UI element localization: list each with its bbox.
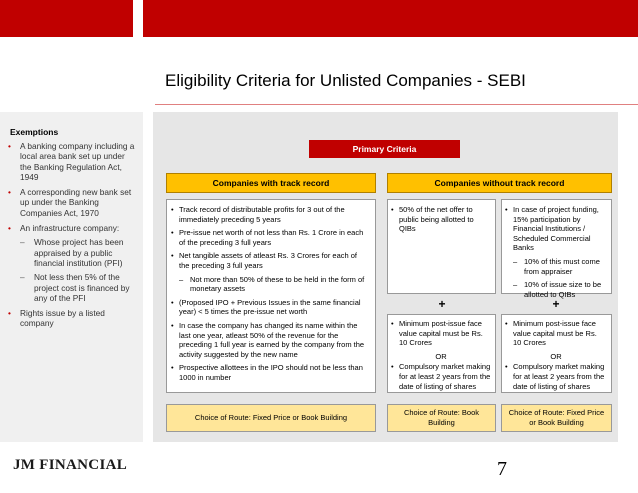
list-item — [391, 319, 491, 348]
list-sub-item — [8, 272, 138, 303]
bullet-icon: • — [505, 205, 508, 214]
choice-route-track-record: Choice of Route: Fixed Price or Book Building — [166, 404, 376, 432]
title-divider — [155, 104, 638, 105]
criteria-text: 50% of the net offer to public being allotted to QIBs — [399, 205, 474, 234]
plus-icon: + — [552, 297, 560, 311]
list-item — [8, 187, 138, 218]
bullet-icon: • — [8, 141, 11, 151]
header-bar-left — [0, 0, 133, 37]
no-track-record-header: Companies without track record — [387, 173, 612, 193]
bullet-icon: • — [8, 223, 11, 234]
criteria-text: 10% of this must come from appraiser — [524, 256, 600, 276]
bullet-icon: • — [8, 308, 11, 319]
list-item — [8, 141, 138, 182]
exemption-text: An infrastructure company: — [20, 223, 120, 234]
criteria-text: Pre-issue net worth of not less than Rs. 1 Crore in each of the preceding 3 full years — [179, 228, 364, 247]
plus-icon: + — [438, 297, 446, 311]
criteria-text: In case of project funding, 15% participation by Financial Institutions / Scheduled Commercial Banks — [513, 205, 599, 253]
criteria-text: Net tangible assets of atleast Rs. 3 Crores for each of the preceding 3 full years — [179, 251, 358, 270]
choice-route-book-building: Choice of Route: Book Building — [387, 404, 496, 432]
list-item — [171, 205, 369, 224]
bullet-icon: • — [171, 363, 174, 373]
exemption-text: A banking company including a local area bank set up under the Banking Regulation Act, 1949 — [20, 141, 135, 182]
dash-icon: – — [513, 280, 518, 290]
page-title: Eligibility Criteria for Unlisted Companies - SEBI — [165, 71, 526, 90]
criteria-text: Minimum post-issue face value capital must be Rs. 10 Crores — [513, 319, 597, 348]
criteria-text: (Proposed IPO + Previous Issues in the same financial year) < 5 times the pre-issue net worth — [179, 297, 361, 317]
bullet-icon: • — [171, 228, 174, 238]
minimum-capital-criteria-a — [387, 314, 496, 393]
primary-criteria-header: Primary Criteria — [309, 140, 460, 158]
list-item — [505, 362, 607, 391]
bullet-icon: • — [505, 362, 508, 372]
bullet-icon: • — [505, 319, 508, 328]
bullet-icon: • — [171, 297, 174, 307]
exemption-text: Rights issue by a listed company — [20, 308, 105, 329]
bullet-icon: • — [8, 187, 11, 198]
criteria-text: Prospective allottees in the IPO should not be less than 1000 in number — [179, 363, 363, 382]
list-item — [171, 298, 369, 317]
header-bar-right — [143, 0, 638, 37]
list-item — [171, 321, 369, 359]
criteria-text: Not more than 50% of these to be held in the form of monetary assets — [190, 274, 365, 294]
track-record-header: Companies with track record — [166, 173, 376, 193]
criteria-text: Compulsory market making for at least 2 years from the date of listing of shares — [399, 362, 491, 391]
bullet-icon: • — [391, 362, 394, 372]
track-record-criteria — [166, 199, 376, 393]
list-item — [171, 363, 369, 382]
list-item — [505, 205, 607, 253]
bullet-icon: • — [391, 319, 394, 328]
dash-icon: – — [20, 237, 25, 248]
dash-icon: – — [513, 256, 518, 266]
list-sub-item — [8, 237, 138, 268]
criteria-text: 10% of issue size to be allotted to QIBs — [524, 280, 602, 299]
qib-allotment-criteria — [387, 199, 496, 294]
criteria-text: In case the company has changed its name within the last one year, atleast 50% of the revenue for the preceding 1 full year is earned by the company from the activity suggested by the new name — [179, 320, 365, 359]
list-sub-item — [171, 275, 369, 294]
dash-icon: – — [20, 272, 25, 283]
criteria-text: Minimum post-issue face value capital must be Rs. 10 Crores — [399, 319, 483, 348]
or-label: OR — [435, 351, 447, 361]
bullet-icon: • — [171, 320, 174, 330]
or-label: OR — [550, 351, 562, 361]
list-item — [8, 308, 138, 329]
exemption-text: A corresponding new bank set up under the Banking Companies Act, 1970 — [20, 187, 132, 218]
page-number: 7 — [497, 458, 507, 480]
list-sub-item — [505, 257, 607, 276]
company-logo: JM FINANCIAL — [13, 457, 128, 473]
bullet-icon: • — [171, 205, 174, 214]
criteria-text: Compulsory market making for at least 2 years from the date of listing of shares — [513, 362, 605, 391]
dash-icon: – — [179, 274, 184, 284]
criteria-text: Track record of distributable profits for 3 out of the immediately preceding 5 years — [179, 205, 345, 224]
list-item — [505, 319, 607, 348]
choice-route-fixed-or-book: Choice of Route: Fixed Price or Book Building — [501, 404, 612, 432]
list-item — [171, 228, 369, 247]
list-item — [391, 205, 491, 234]
list-item — [391, 362, 491, 391]
minimum-capital-criteria-b — [501, 314, 612, 393]
list-item — [171, 251, 369, 270]
exemptions-title: Exemptions — [10, 127, 59, 137]
bullet-icon: • — [391, 205, 394, 214]
exemption-text: Not less then 5% of the project cost is financed by any of the PFI — [34, 272, 130, 303]
project-funding-criteria — [501, 199, 612, 299]
bullet-icon: • — [171, 251, 174, 261]
exemptions-list — [8, 141, 138, 334]
exemption-text: Whose project has been appraised by a public financial institution (PFI) — [34, 237, 124, 268]
list-item — [8, 223, 138, 233]
